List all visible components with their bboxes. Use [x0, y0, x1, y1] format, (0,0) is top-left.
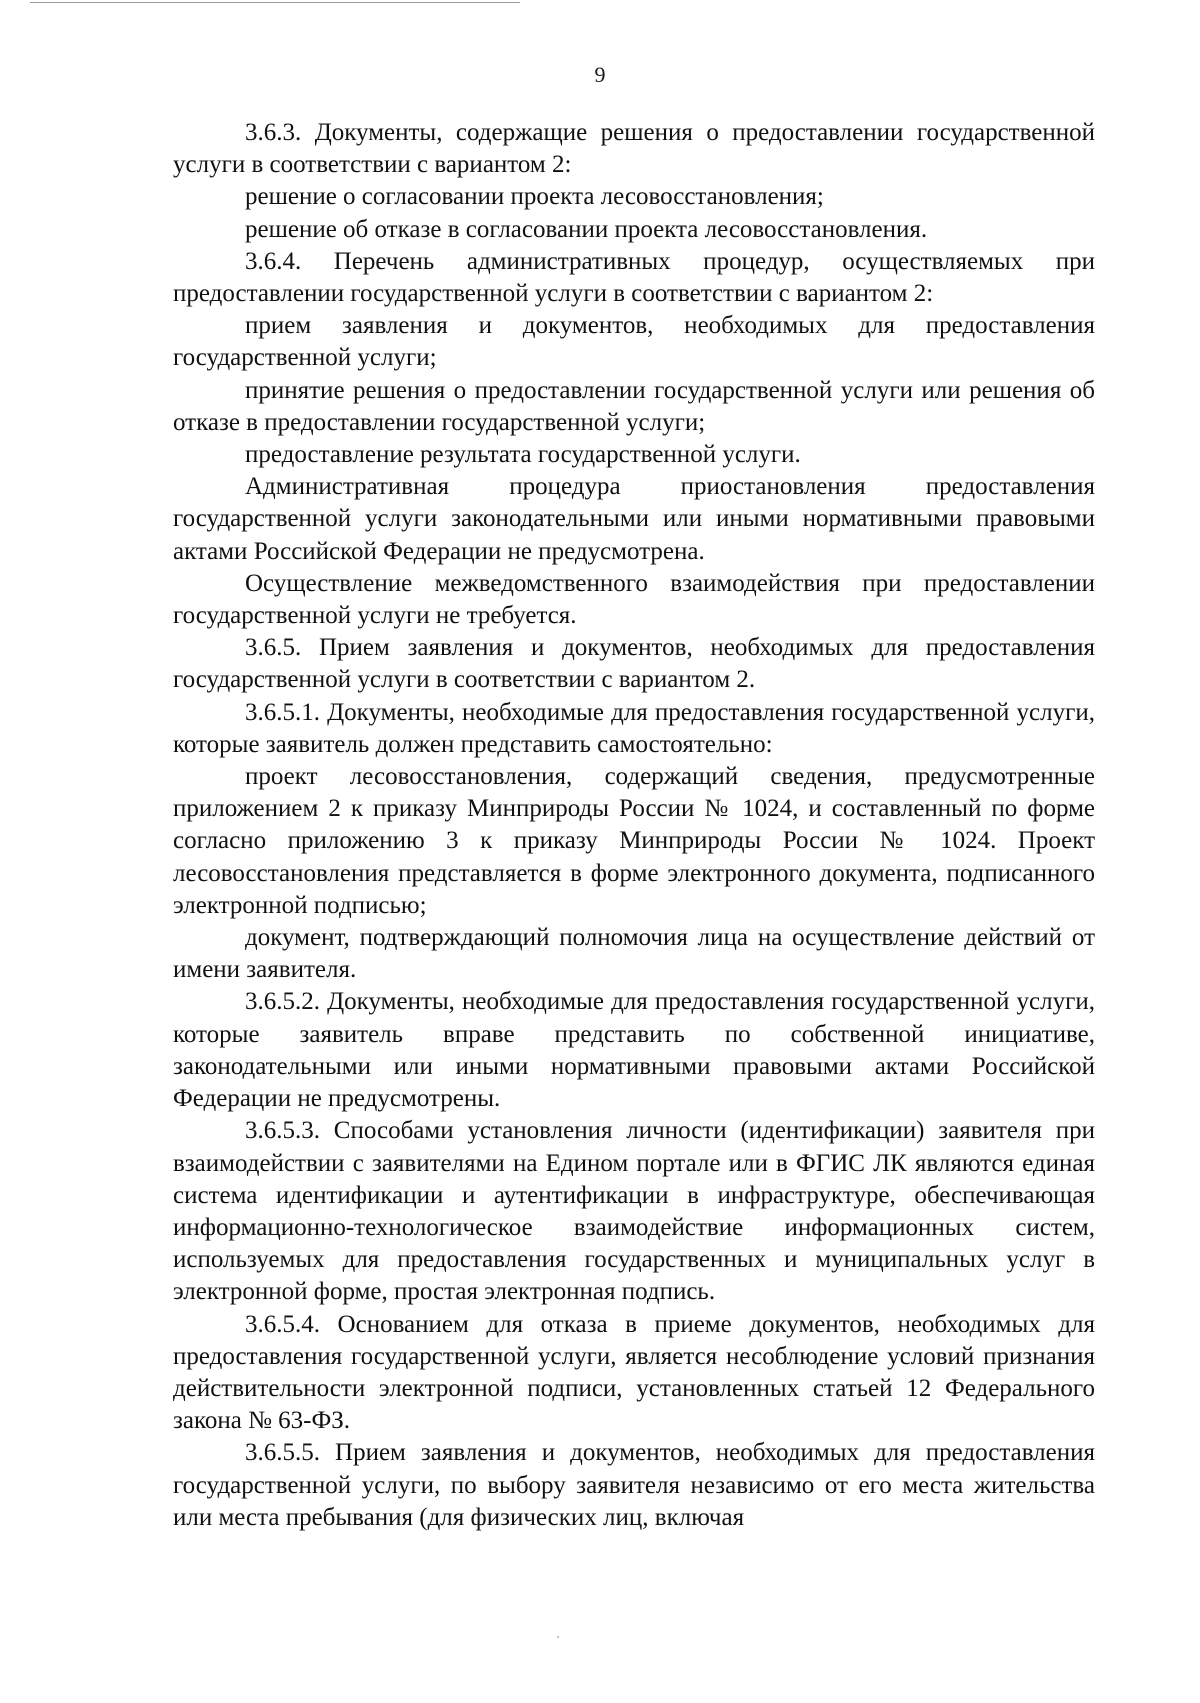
paragraph: 3.6.5.5. Прием заявления и документов, необходимых для предоставления государственной услуги, по выбору заявителя независимо от его места жительства или места пребывания (для физических лиц, включая	[173, 1439, 1095, 1531]
paragraph: решение о согласовании проекта лесовосстановления;	[245, 183, 824, 211]
paragraph: предоставление результата государственной услуги.	[245, 441, 801, 469]
paragraph: документ, подтверждающий полномочия лица на осуществление действий от имени заявителя.	[173, 924, 1095, 984]
scan-edge-line	[30, 2, 520, 3]
paragraph: решение об отказе в согласовании проекта лесовосстановления.	[245, 215, 928, 243]
paragraph: 3.6.5.1. Документы, необходимые для предоставления государственной услуги, которые заявитель должен представить самостоятельно:	[173, 698, 1095, 758]
paragraph: Административная процедура приостановления предоставления государственной услуги законодательными или иными нормативными правовыми актами Российской Федерации не предусмотрена.	[173, 473, 1095, 565]
paragraph: 3.6.5.3. Способами установления личности (идентификации) заявителя при взаимодействии с заявителями на Едином портале или в ФГИС ЛК являются единая система идентификации и аутентификации в инфраструктуре, обеспечивающая информационно-технологическое взаимодействие информационных систем, используемых для предоставления государственных и муниципальных услуг в электронной форме, простая электронная подпись.	[173, 1117, 1095, 1306]
paragraph: 3.6.4. Перечень административных процедур, осуществляемых при предоставлении государственной услуги в соответствии с вариантом 2:	[173, 247, 1095, 308]
paragraph: 3.6.3. Документы, содержащие решения о предоставлении государственной услуги в соответствии с вариантом 2:	[173, 119, 1095, 179]
paragraph: Осуществление межведомственного взаимодействия при предоставлении государственной услуги не требуется.	[173, 569, 1095, 630]
document-body	[173, 117, 1095, 1534]
paragraph: прием заявления и документов, необходимых для предоставления государственной услуги;	[173, 312, 1095, 372]
paragraph: проект лесовосстановления, содержащий сведения, предусмотренные приложением 2 к приказу Минприроды России № 1024, и составленный по форме согласно приложению 3 к приказу Минприроды России № 1024. Проект лесовосстановления представляется в форме электронного документа, подписанного электронной подписью;	[173, 763, 1095, 919]
paragraph: принятие решения о предоставлении государственной услуги или решения об отказе в предоставлении государственной услуги;	[173, 376, 1095, 436]
paragraph: 3.6.5.4. Основанием для отказа в приеме документов, необходимых для предоставления государственной услуги, является несоблюдение условий признания действительности электронной подписи, установленных статьей 12 Федерального закона № 63-ФЗ.	[173, 1310, 1095, 1435]
scan-speck	[557, 1636, 559, 1638]
paragraph: 3.6.5. Прием заявления и документов, необходимых для предоставления государственной услуги в соответствии с вариантом 2.	[173, 634, 1095, 694]
paragraph: 3.6.5.2. Документы, необходимые для предоставления государственной услуги, которые заявитель вправе представить по собственной инициативе, законодательными или иными нормативными правовыми актами Российской Федерации не предусмотрены.	[173, 988, 1095, 1113]
page-number: 9	[594, 62, 606, 87]
